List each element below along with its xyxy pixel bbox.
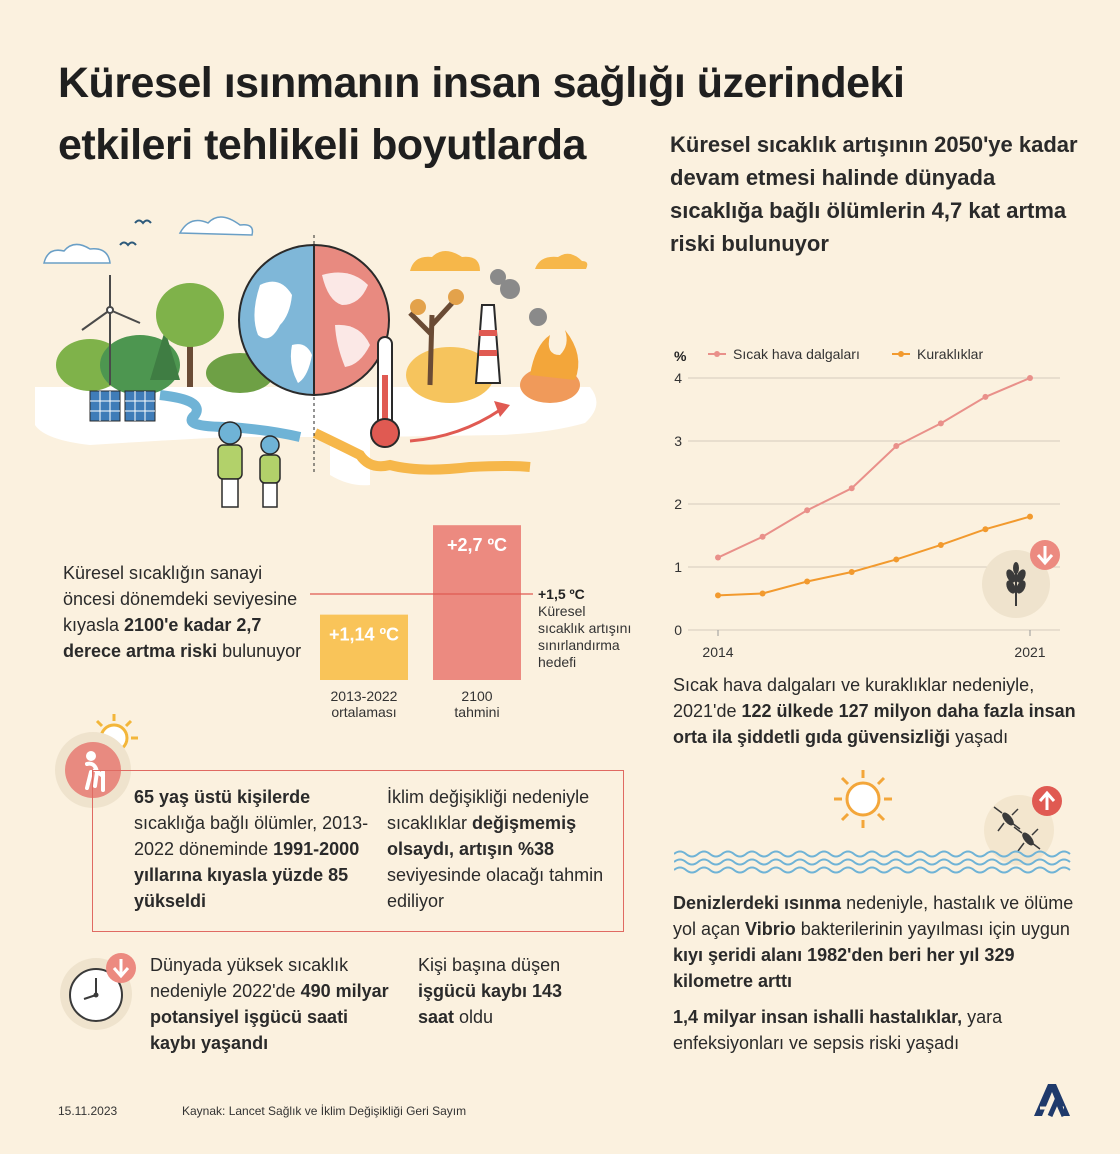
down-arrow-icon-labor [106, 953, 136, 983]
y-tick-label: 4 [674, 370, 682, 386]
data-point-0-0 [715, 555, 721, 561]
diarrhea-text: 1,4 milyar insan ishalli hastalıklar, yara enfeksiyonları ve sepsis riski yaşadı [673, 1007, 1003, 1053]
sun-icon [832, 768, 894, 830]
bar-value-label-1: +2,7 ºC [446, 535, 508, 556]
legend-marker-1 [898, 351, 904, 357]
data-point-0-6 [982, 394, 988, 400]
y-tick-label: 0 [674, 622, 682, 638]
data-point-1-5 [938, 542, 944, 548]
aa-logo-icon [1030, 1078, 1076, 1120]
title-line-1: Küresel ısınmanın insan sağlığı üzerindeki [58, 59, 905, 107]
data-point-0-7 [1027, 375, 1033, 381]
legend-label-1: Kuraklıklar [917, 346, 984, 362]
temperature-rise-text: Küresel sıcaklığın sanayi öncesi dönemdeki seviyesine kıyasla 2100'e kadar 2,7 derece artma riski bulunuyor [63, 563, 302, 661]
data-point-0-3 [849, 485, 855, 491]
data-point-1-0 [715, 592, 721, 598]
up-arrow-icon [1032, 786, 1062, 816]
data-point-0-1 [760, 534, 766, 540]
cloud-icon [44, 217, 253, 263]
down-arrow-icon [1030, 540, 1060, 570]
labor-loss-text: Dünyada yüksek sıcaklık nedeniyle 2022'de 490 milyar potansiyel işgücü saati kaybı yaşandı [150, 955, 389, 1053]
legend-label-0: Sıcak hava dalgaları [733, 346, 860, 362]
bar-category-label-0: ortalaması [331, 704, 397, 720]
title-line-2: etkileri tehlikeli boyutlarda [58, 121, 586, 169]
target-line-description: hedefi [538, 654, 577, 670]
y-tick-label: 3 [674, 433, 682, 449]
bar-category-label-0: 2013-2022 [330, 688, 398, 704]
x-tick-label: 2014 [702, 644, 734, 660]
data-point-0-4 [893, 443, 899, 449]
legend-marker-0 [714, 351, 720, 357]
data-point-0-2 [804, 507, 810, 513]
data-point-0-5 [938, 420, 944, 426]
elderly-deaths-text: 65 yaş üstü kişilerde sıcaklığa bağlı ölümler, 2013-2022 döneminde 1991-2000 yıllarına kıyasla yüzde 85 yükseldi [134, 787, 369, 911]
footer-source: Kaynak: Lancet Sağlık ve İklim Değişikliği Geri Sayım [182, 1104, 467, 1118]
data-point-1-1 [760, 590, 766, 596]
food-insecurity-text: Sıcak hava dalgaları ve kuraklıklar nedeniyle, 2021'de 122 ülkede 127 milyon daha fazla insan orta ila şiddetli gıda güvensizliği yaşadı [673, 675, 1076, 747]
y-tick-label: 2 [674, 496, 682, 512]
x-tick-label: 2021 [1014, 644, 1046, 660]
bar-category-label-1: 2100 [461, 688, 493, 704]
data-point-1-6 [982, 526, 988, 532]
y-axis-label: % [674, 348, 687, 364]
target-line-label: +1,5 ºC [538, 586, 585, 602]
labor-per-person-text: Kişi başına düşen işgücü kaybı 143 saat oldu [418, 955, 563, 1027]
temperature-bar-chart [300, 500, 645, 730]
vibrio-text: Denizlerdeki ısınma nedeniyle, hastalık ve ölüme yol açan Vibrio bakterilerinin yayılması için uygun kıyı şeridi alanı 1982'den beri her yıl 329 kilometre arttı [673, 893, 1074, 991]
sea-waves-icon [674, 848, 1074, 876]
subtitle: Küresel sıcaklık artışının 2050'ye kadar devam etmesi halinde dünyada sıcaklığa bağlı ölümlerin 4,7 kat artma riski bulunuyor [670, 132, 1078, 256]
data-point-1-4 [893, 556, 899, 562]
hot-cloud-icon [410, 251, 587, 271]
footer-date: 15.11.2023 [58, 1104, 118, 1118]
target-line-description: Küresel [538, 603, 586, 619]
bird-icon [120, 221, 151, 246]
fire-icon [520, 330, 580, 403]
target-line-description: sınırlandırma [538, 637, 620, 653]
bar-value-label-0: +1,14 ºC [328, 624, 400, 645]
data-point-1-2 [804, 578, 810, 584]
bar-category-label-1: tahmini [454, 704, 500, 720]
climate-illustration [30, 205, 620, 515]
target-line-description: sıcaklık artışını [538, 620, 632, 636]
climate-change-text: İklim değişikliği nedeniyle sıcaklıklar değişmemiş olsaydı, artışın %38 seviyesinde olacağı tahmin ediliyor [387, 787, 604, 911]
data-point-1-3 [849, 569, 855, 575]
y-tick-label: 1 [674, 559, 682, 575]
data-point-1-7 [1027, 514, 1033, 520]
